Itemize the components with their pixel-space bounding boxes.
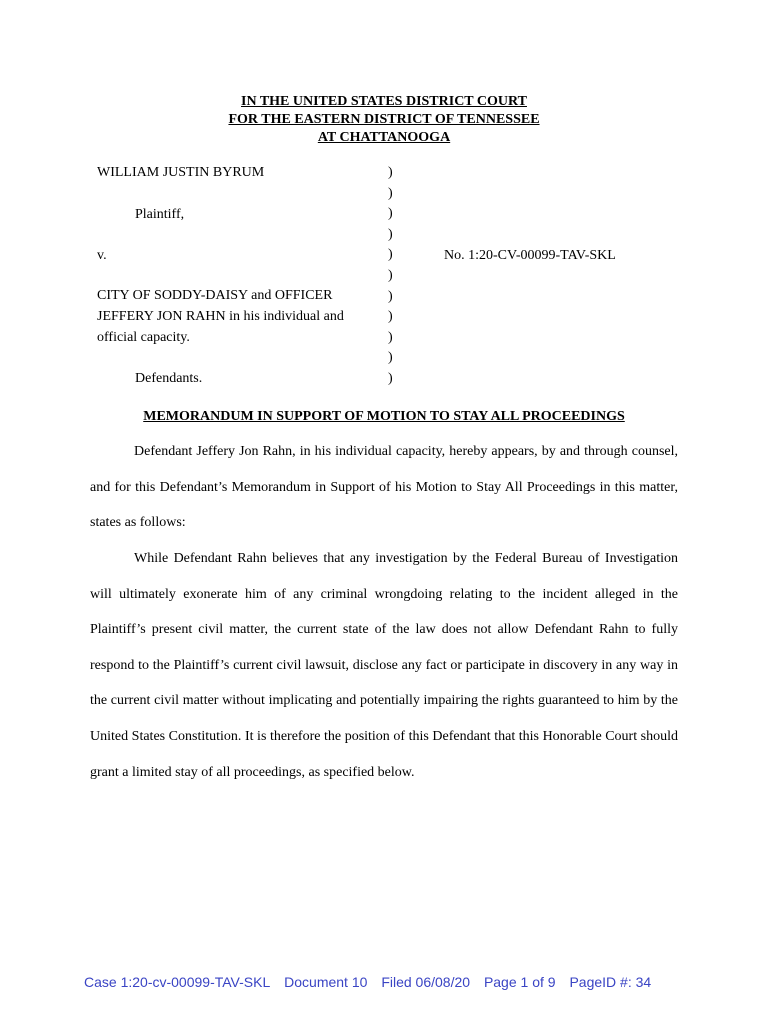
body-paragraph-2: While Defendant Rahn believes that any investigation by the Federal Bureau of Investigation will ultimately exonerate him of any criminal wrongdoing relating to the incident alleged in the Plaintiff’s present civil matter, the current state of the law does not allow Defendant Rahn to fully respond to the Plaintiff’s current civil lawsuit, disclose any fact or participate in discovery in any way in the current civil matter without implicating and potentially impairing the rights guaranteed to him by the United States Constitution. It is therefore the position of this Defendant that this Honorable Court should grant a limited stay of all proceedings, as specified below. xyxy=(90,551,678,780)
memorandum-title: MEMORANDUM IN SUPPORT OF MOTION TO STAY ALL PROCEEDINGS xyxy=(143,409,625,424)
court-heading-line-1: IN THE UNITED STATES DISTRICT COURT xyxy=(241,94,527,109)
footer-filed-date: Filed 06/08/20 xyxy=(381,974,471,990)
defendant-line-3: official capacity. xyxy=(97,330,190,345)
caption-parentheses xyxy=(388,163,400,390)
caption-paren: ) xyxy=(388,247,393,263)
defendant-line-1: CITY OF SODDY-DAISY and OFFICER xyxy=(97,288,333,303)
case-caption xyxy=(0,0,768,400)
caption-paren: ) xyxy=(388,226,393,242)
caption-paren: ) xyxy=(388,329,393,345)
caption-paren: ) xyxy=(388,288,393,304)
plaintiff-name: WILLIAM JUSTIN BYRUM xyxy=(97,165,265,180)
caption-paren: ) xyxy=(388,350,393,366)
versus-label: v. xyxy=(97,248,107,263)
court-heading-line-2: FOR THE EASTERN DISTRICT OF TENNESSEE xyxy=(228,112,540,127)
caption-paren: ) xyxy=(388,185,393,201)
caption-paren: ) xyxy=(388,165,393,180)
caption-paren: ) xyxy=(388,309,393,325)
court-heading-line-3: AT CHATTANOOGA xyxy=(317,130,451,145)
filing-footer xyxy=(84,972,724,992)
caption-paren: ) xyxy=(388,370,393,386)
caption-paren: ) xyxy=(388,206,393,222)
case-number: No. 1:20-CV-00099-TAV-SKL xyxy=(444,248,616,263)
footer-document: Document 10 xyxy=(284,974,368,990)
defendants-label: Defendants. xyxy=(135,371,203,386)
defendant-line-2: JEFFERY JON RAHN in his individual and xyxy=(97,309,344,324)
caption-paren: ) xyxy=(388,267,393,283)
footer-page-id: PageID #: 34 xyxy=(569,974,652,990)
footer-page-count: Page 1 of 9 xyxy=(483,974,556,990)
body-paragraph-1: Defendant Jeffery Jon Rahn, in his individual capacity, hereby appears, by and through counsel, and for this Defendant’s Memorandum in Support of his Motion to Stay All Proceedings in this matter, states as follows: xyxy=(90,444,678,531)
plaintiff-label: Plaintiff, xyxy=(135,207,185,222)
footer-case-number: Case 1:20-cv-00099-TAV-SKL xyxy=(84,974,271,990)
